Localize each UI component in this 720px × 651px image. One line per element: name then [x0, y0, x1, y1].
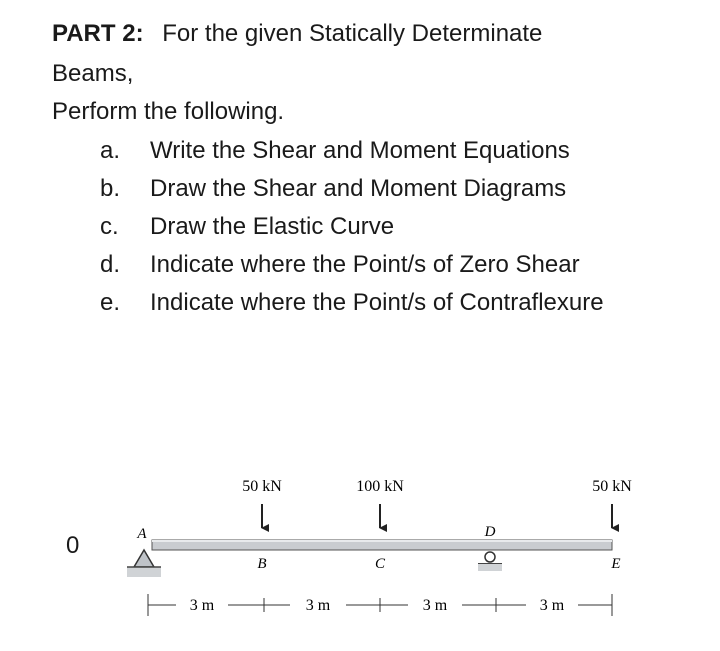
- load-label-e: 50 kN: [592, 478, 632, 495]
- task-d-letter: d.: [100, 251, 121, 278]
- task-d-text: Indicate where the Point/s of Zero Shear: [150, 251, 580, 278]
- task-b-text: Draw the Shear and Moment Diagrams: [150, 175, 567, 202]
- point-label-e: E: [611, 556, 621, 572]
- pin-support-a: [127, 550, 161, 577]
- task-c-text: Draw the Elastic Curve: [150, 213, 395, 240]
- point-label-d: D: [484, 524, 496, 540]
- span-ab: 3 m: [189, 597, 215, 614]
- load-label-c: 100 kN: [356, 478, 404, 495]
- point-label-b: B: [257, 556, 267, 572]
- span-cd: 3 m: [422, 597, 448, 614]
- load-100kn-c: [356, 478, 404, 528]
- heading-line1-text: For the given Statically Determinate: [162, 20, 543, 47]
- load-50kn-e: [592, 478, 632, 528]
- load-50kn-b: [242, 478, 282, 528]
- load-label-b: 50 kN: [242, 478, 282, 495]
- span-bc: 3 m: [305, 597, 331, 614]
- span-de: 3 m: [539, 597, 565, 614]
- task-a-letter: a.: [100, 137, 121, 164]
- problem-number: 0: [66, 532, 80, 559]
- point-label-a: A: [137, 526, 147, 542]
- part-label: PART 2:: [52, 20, 144, 47]
- heading-line3: Perform the following.: [52, 98, 285, 125]
- point-label-c: C: [374, 556, 386, 572]
- task-a-text: Write the Shear and Moment Equations: [150, 137, 570, 164]
- heading-line2: Beams,: [52, 60, 134, 87]
- task-b-letter: b.: [100, 175, 121, 202]
- task-e-text: Indicate where the Point/s of Contraflexure: [150, 289, 604, 316]
- task-e-letter: e.: [100, 289, 121, 316]
- task-c-letter: c.: [100, 213, 119, 240]
- roller-support-d: [478, 552, 502, 571]
